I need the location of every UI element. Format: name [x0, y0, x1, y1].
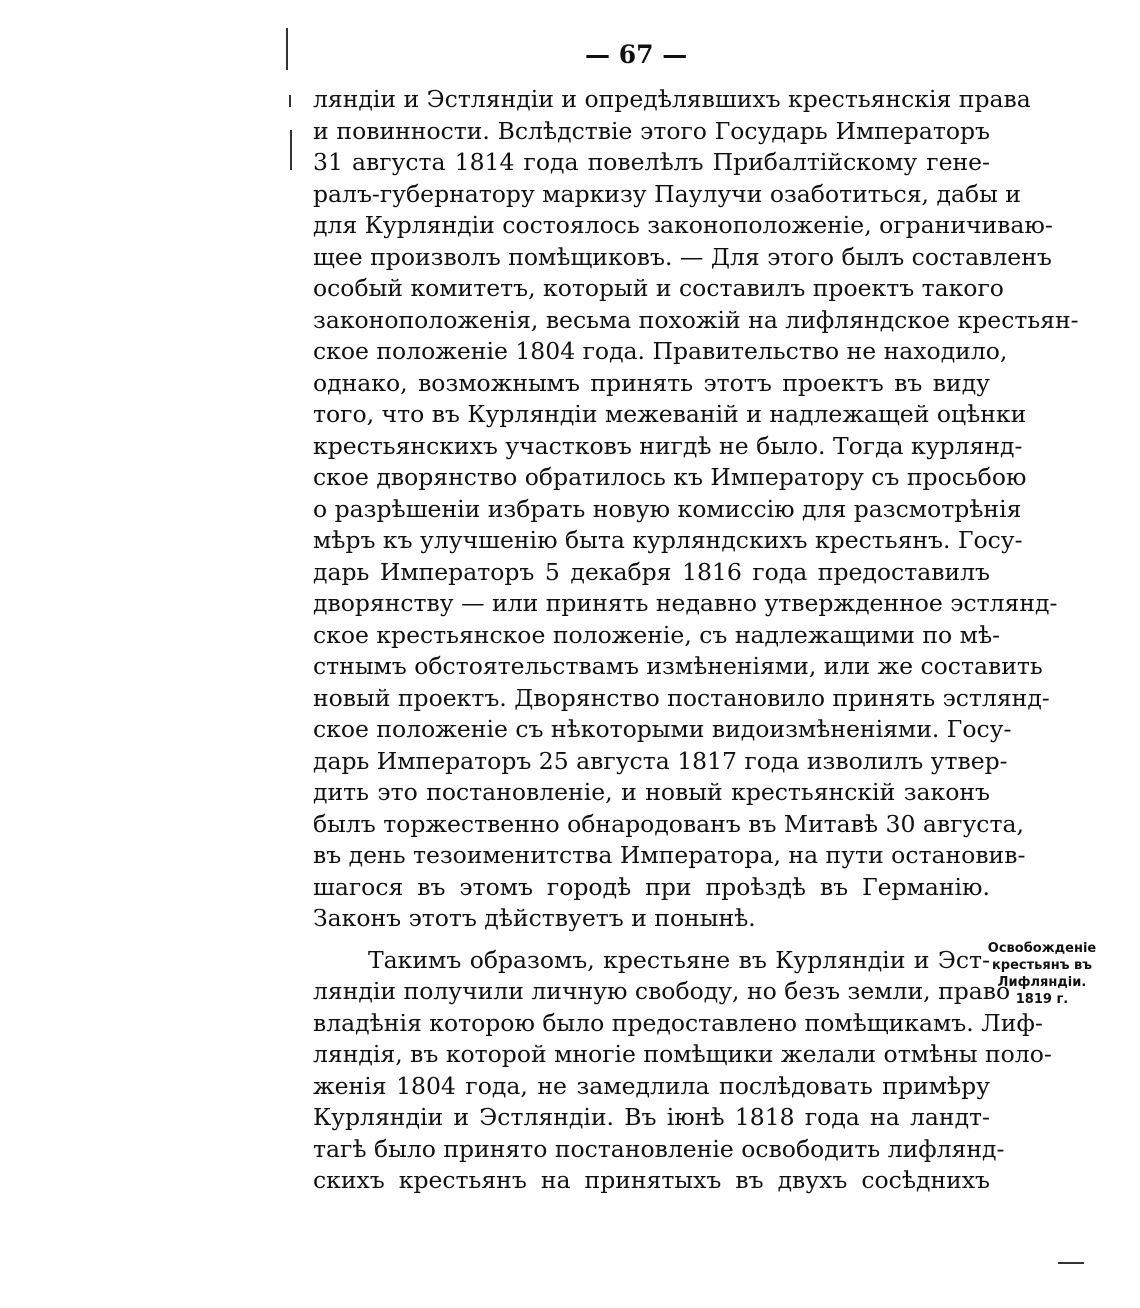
text-line: въ день тезоименитства Императора, на пути остановив- [313, 841, 1026, 869]
text-line: законоположенія, весьма похожій на лифляндское крестьян- [313, 305, 1079, 334]
text-line: того, что въ Курляндіи межеваній и надлежащей оцѣнки [313, 400, 1027, 428]
text-line: 31 августа 1814 года повелѣлъ Прибалтійскому гене- [313, 148, 990, 176]
text-line: мѣръ къ улучшенію быта курляндскихъ крестьянъ. Госу- [313, 526, 1023, 554]
text-line: дарь Императоръ 25 августа 1817 года изволилъ утвер- [313, 746, 1008, 775]
text-line: шагося въ этомъ городѣ при проѣздѣ въ Германію. [313, 872, 990, 901]
text-line: о разрѣшеніи избрать новую комиссію для разсмотрѣнія [313, 494, 1022, 523]
text-line: ралъ-губернатору маркизу Паулучи озаботиться, дабы и [313, 179, 1021, 208]
text-line: былъ торжественно обнародованъ въ Митавѣ 30 августа, [313, 809, 1024, 838]
text-line: дарь Императоръ 5 декабря 1816 года предоставилъ [313, 557, 990, 586]
text-line: Законъ этотъ дѣйствуетъ и понынѣ. [313, 904, 756, 932]
scan-mark [1058, 1262, 1084, 1264]
text-line: дворянству — или принять недавно утвержденное эстлянд- [313, 589, 1058, 617]
margin-note-line: крестьянъ въ [991, 958, 1093, 973]
scan-mark [289, 95, 291, 107]
text-line: стнымъ обстоятельствамъ измѣненіями, или же составить [313, 652, 1043, 680]
text-line: дить это постановленіе, и новый крестьянскій законъ [313, 778, 990, 806]
margin-note [986, 940, 1098, 1008]
text-line: тагѣ было принято постановленіе освободить лифлянд- [313, 1134, 1005, 1163]
text-line: ляндіи и Эстляндіи и опредѣлявшихъ крестьянскія права [313, 85, 1031, 113]
text-line: Такимъ образомъ, крестьяне въ Курляндіи и Эст- [368, 945, 990, 974]
text-line: ляндіи получили личную свободу, но безъ земли, право [313, 977, 1011, 1005]
text-line: владѣнія которою было предоставлено помѣщикамъ. Лиф- [313, 1008, 1043, 1037]
margin-note-line: Освобожденіе [987, 941, 1097, 956]
text-line: скихъ крестьянъ на принятыхъ въ двухъ сосѣднихъ [313, 1166, 990, 1194]
text-line: крестьянскихъ участковъ нигдѣ не было. Тогда курлянд- [313, 431, 1023, 460]
scan-mark [286, 28, 288, 70]
text-line: ское крестьянское положеніе, съ надлежащими по мѣ- [313, 620, 1001, 649]
text-line: ское положеніе съ нѣкоторыми видоизмѣненіями. Госу- [313, 715, 1012, 743]
text-line: ское дворянство обратилось къ Императору съ просьбою [313, 463, 1027, 491]
page-number: — 67 — [585, 40, 688, 69]
text-line: и повинности. Вслѣдствіе этого Государь Императоръ [313, 116, 990, 145]
margin-note-line: Лифляндіи. [997, 975, 1087, 990]
text-line: женія 1804 года, не замедлила послѣдовать примѣру [313, 1071, 990, 1100]
text-line: особый комитетъ, который и составилъ проектъ такого [313, 274, 1004, 302]
text-line: новый проектъ. Дворянство постановило принять эстлянд- [313, 683, 1050, 712]
scan-mark [290, 130, 292, 170]
margin-note-line: 1819 г. [1015, 992, 1069, 1007]
text-line: для Курляндіи состоялось законоположеніе, ограничиваю- [313, 211, 1053, 239]
text-line: ляндія, въ которой многіе помѣщики желали отмѣны поло- [313, 1040, 1052, 1068]
text-line: Курляндіи и Эстляндіи. Въ іюнѣ 1818 года на ландт- [313, 1103, 990, 1131]
text-line: щее произволъ помѣщиковъ. — Для этого былъ составленъ [313, 242, 1052, 271]
text-line: однако, возможнымъ принять этотъ проектъ въ виду [313, 368, 990, 397]
text-line: ское положеніе 1804 года. Правительство не находило, [313, 337, 1008, 365]
